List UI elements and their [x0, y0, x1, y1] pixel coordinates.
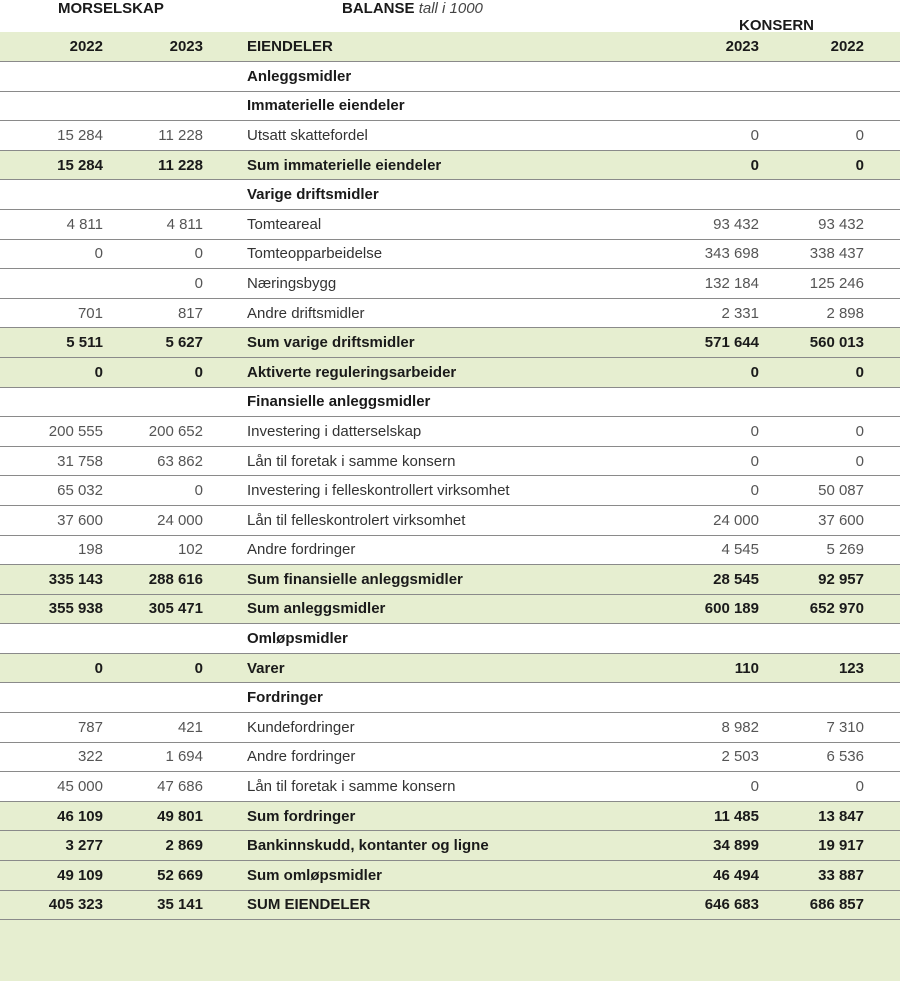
row-label: Sum immaterielle eiendeler	[247, 156, 442, 174]
cell-kons-2022: 0	[855, 452, 864, 470]
table-body	[0, 62, 900, 920]
cell-mor-2022: 15 284	[57, 126, 103, 144]
cell-kons-2023: 2 503	[721, 748, 759, 766]
cell-mor-2022: 31 758	[57, 452, 103, 470]
cell-mor-2022: 65 032	[57, 482, 103, 500]
group-header	[0, 0, 900, 32]
row-label: Sum fordringer	[247, 807, 356, 825]
cell-mor-2022: 46 109	[57, 807, 103, 825]
cell-mor-2022: 0	[94, 363, 103, 381]
row-label: SUM EIENDELER	[247, 896, 371, 914]
cell-mor-2022: 335 143	[48, 570, 103, 588]
cell-kons-2023: 0	[750, 482, 759, 500]
cell-kons-2022: 0	[855, 778, 864, 796]
row-label: Bankinnskudd, kontanter og ligne	[247, 837, 489, 855]
section-row	[0, 62, 900, 92]
cell-mor-2023: 305 471	[148, 600, 203, 618]
cell-mor-2023: 63 862	[157, 452, 203, 470]
section-row	[0, 92, 900, 122]
row-label: Immaterielle eiendeler	[247, 97, 405, 115]
cell-mor-2023: 11 228	[158, 126, 203, 144]
table-row	[0, 506, 900, 536]
cell-kons-2022: 0	[855, 363, 864, 381]
cell-kons-2023: 2 331	[721, 304, 759, 322]
table-row	[0, 743, 900, 773]
cell-kons-2023: 110	[734, 659, 759, 677]
cell-kons-2022: 123	[838, 659, 864, 677]
cell-mor-2023: 102	[177, 541, 203, 559]
cell-kons-2023: 8 982	[721, 718, 759, 736]
cell-mor-2023: 0	[194, 274, 203, 292]
sum-row	[0, 831, 900, 861]
cell-kons-2022: 7 310	[826, 718, 864, 736]
row-label: Sum finansielle anleggsmidler	[247, 570, 463, 588]
sum-row	[0, 802, 900, 832]
cell-kons-2022: 686 857	[809, 896, 864, 914]
table-row	[0, 713, 900, 743]
cell-mor-2022: 787	[77, 718, 103, 736]
konsern-heading: KONSERN	[738, 17, 814, 34]
cell-kons-2023: 34 899	[713, 837, 759, 855]
cell-mor-2023: 2 869	[165, 837, 203, 855]
cell-kons-2022: 0	[855, 156, 864, 174]
row-label: Aktiverte reguleringsarbeider	[247, 363, 457, 381]
sum-row	[0, 358, 900, 388]
col-kons-2023: 2023	[725, 38, 759, 55]
cell-mor-2023: 421	[177, 718, 203, 736]
cell-mor-2022: 3 277	[65, 837, 103, 855]
row-label: Fordringer	[247, 689, 323, 707]
col-mor-2022: 2022	[69, 38, 103, 55]
table-row	[0, 240, 900, 270]
table-footer-fill	[0, 920, 900, 981]
table-row	[0, 536, 900, 566]
section-row	[0, 683, 900, 713]
cell-mor-2022: 0	[94, 659, 103, 677]
cell-mor-2023: 0	[194, 245, 203, 263]
cell-mor-2022: 45 000	[57, 778, 103, 796]
table-row	[0, 417, 900, 447]
cell-kons-2023: 24 000	[713, 511, 759, 529]
cell-mor-2022: 200 555	[48, 422, 103, 440]
col-mor-2023: 2023	[169, 38, 203, 55]
table-row	[0, 269, 900, 299]
cell-kons-2023: 343 698	[704, 245, 759, 263]
row-label: Tomteareal	[247, 215, 322, 233]
cell-kons-2023: 0	[750, 778, 759, 796]
cell-kons-2023: 0	[750, 422, 759, 440]
row-label: Andre fordringer	[247, 541, 356, 559]
cell-mor-2023: 0	[194, 482, 203, 500]
cell-kons-2022: 50 087	[818, 482, 864, 500]
cell-kons-2023: 28 545	[713, 570, 759, 588]
cell-mor-2022: 15 284	[57, 156, 103, 174]
row-label: Investering i felleskontrollert virksomhet	[247, 482, 510, 500]
sum-row	[0, 151, 900, 181]
cell-kons-2022: 33 887	[818, 866, 864, 884]
sum-row	[0, 328, 900, 358]
cell-mor-2023: 52 669	[157, 866, 203, 884]
cell-mor-2023: 49 801	[157, 807, 203, 825]
table-row	[0, 447, 900, 477]
cell-kons-2022: 19 917	[818, 837, 864, 855]
row-label: Omløpsmidler	[247, 630, 348, 648]
unit-note: tall i 1000	[418, 0, 483, 17]
sum-row	[0, 565, 900, 595]
row-label: Investering i datterselskap	[247, 422, 422, 440]
cell-mor-2023: 1 694	[165, 748, 203, 766]
balance-title: BALANSE tall i 1000	[342, 0, 483, 17]
cell-kons-2023: 46 494	[713, 866, 759, 884]
row-label: Sum omløpsmidler	[247, 866, 383, 884]
cell-mor-2023: 0	[194, 363, 203, 381]
cell-mor-2022: 701	[77, 304, 103, 322]
cell-mor-2022: 405 323	[48, 896, 103, 914]
cell-mor-2022: 49 109	[57, 866, 103, 884]
cell-mor-2023: 200 652	[148, 422, 203, 440]
row-label: Næringsbygg	[247, 274, 337, 292]
cell-kons-2022: 125 246	[809, 274, 864, 292]
cell-mor-2023: 35 141	[157, 896, 203, 914]
row-label: Andre driftsmidler	[247, 304, 365, 322]
cell-mor-2022: 5 511	[66, 334, 103, 352]
cell-kons-2022: 338 437	[809, 245, 864, 263]
row-label: Anleggsmidler	[247, 67, 352, 85]
sum-row	[0, 654, 900, 684]
cell-kons-2023: 600 189	[704, 600, 759, 618]
section-row	[0, 388, 900, 418]
cell-kons-2022: 560 013	[809, 334, 864, 352]
cell-kons-2023: 11 485	[713, 807, 759, 825]
row-label: Lån til felleskontrolert virksomhet	[247, 511, 466, 529]
table-row	[0, 210, 900, 240]
table-row	[0, 772, 900, 802]
cell-mor-2023: 47 686	[157, 778, 203, 796]
section-row	[0, 624, 900, 654]
row-label: Sum anleggsmidler	[247, 600, 386, 618]
morselskap-heading: MORSELSKAP	[58, 0, 164, 17]
cell-mor-2023: 4 811	[166, 215, 203, 233]
cell-kons-2023: 0	[750, 452, 759, 470]
row-label: Utsatt skattefordel	[247, 126, 368, 144]
cell-mor-2023: 11 228	[157, 156, 203, 174]
cell-kons-2023: 93 432	[713, 215, 759, 233]
row-label: Andre fordringer	[247, 748, 356, 766]
cell-mor-2022: 0	[94, 245, 103, 263]
cell-kons-2022: 652 970	[809, 600, 864, 618]
sum-row	[0, 861, 900, 891]
cell-kons-2023: 0	[750, 156, 759, 174]
cell-kons-2023: 571 644	[704, 334, 759, 352]
cell-kons-2022: 92 957	[818, 570, 864, 588]
cell-mor-2023: 24 000	[157, 511, 203, 529]
cell-kons-2022: 2 898	[826, 304, 864, 322]
row-label: Sum varige driftsmidler	[247, 334, 415, 352]
table-row	[0, 476, 900, 506]
column-header-row	[0, 32, 900, 62]
table-row	[0, 121, 900, 151]
row-label: Kundefordringer	[247, 718, 355, 736]
cell-mor-2023: 817	[177, 304, 203, 322]
section-row	[0, 180, 900, 210]
cell-mor-2022: 198	[77, 541, 103, 559]
cell-kons-2022: 93 432	[818, 215, 864, 233]
row-label: Lån til foretak i samme konsern	[247, 452, 456, 470]
cell-mor-2023: 288 616	[148, 570, 203, 588]
cell-mor-2023: 5 627	[165, 334, 203, 352]
cell-mor-2022: 355 938	[48, 600, 103, 618]
table-row	[0, 299, 900, 329]
cell-mor-2023: 0	[194, 659, 203, 677]
cell-kons-2022: 5 269	[826, 541, 864, 559]
col-label: EIENDELER	[247, 38, 333, 55]
cell-kons-2022: 6 536	[826, 748, 864, 766]
row-label: Varige driftsmidler	[247, 186, 379, 204]
row-label: Lån til foretak i samme konsern	[247, 778, 456, 796]
cell-kons-2022: 0	[855, 422, 864, 440]
sum-row	[0, 891, 900, 921]
row-label: Varer	[247, 659, 285, 677]
cell-kons-2023: 0	[750, 126, 759, 144]
cell-mor-2022: 322	[77, 748, 103, 766]
cell-kons-2023: 0	[750, 363, 759, 381]
cell-kons-2023: 646 683	[704, 896, 759, 914]
row-label: Finansielle anleggsmidler	[247, 393, 431, 411]
cell-kons-2023: 132 184	[704, 274, 759, 292]
sum-row	[0, 595, 900, 625]
col-kons-2022: 2022	[830, 38, 864, 55]
cell-kons-2022: 37 600	[818, 511, 864, 529]
cell-kons-2023: 4 545	[721, 541, 759, 559]
cell-mor-2022: 37 600	[57, 511, 103, 529]
cell-kons-2022: 0	[855, 126, 864, 144]
row-label: Tomteopparbeidelse	[247, 245, 383, 263]
cell-kons-2022: 13 847	[818, 807, 864, 825]
cell-mor-2022: 4 811	[66, 215, 103, 233]
